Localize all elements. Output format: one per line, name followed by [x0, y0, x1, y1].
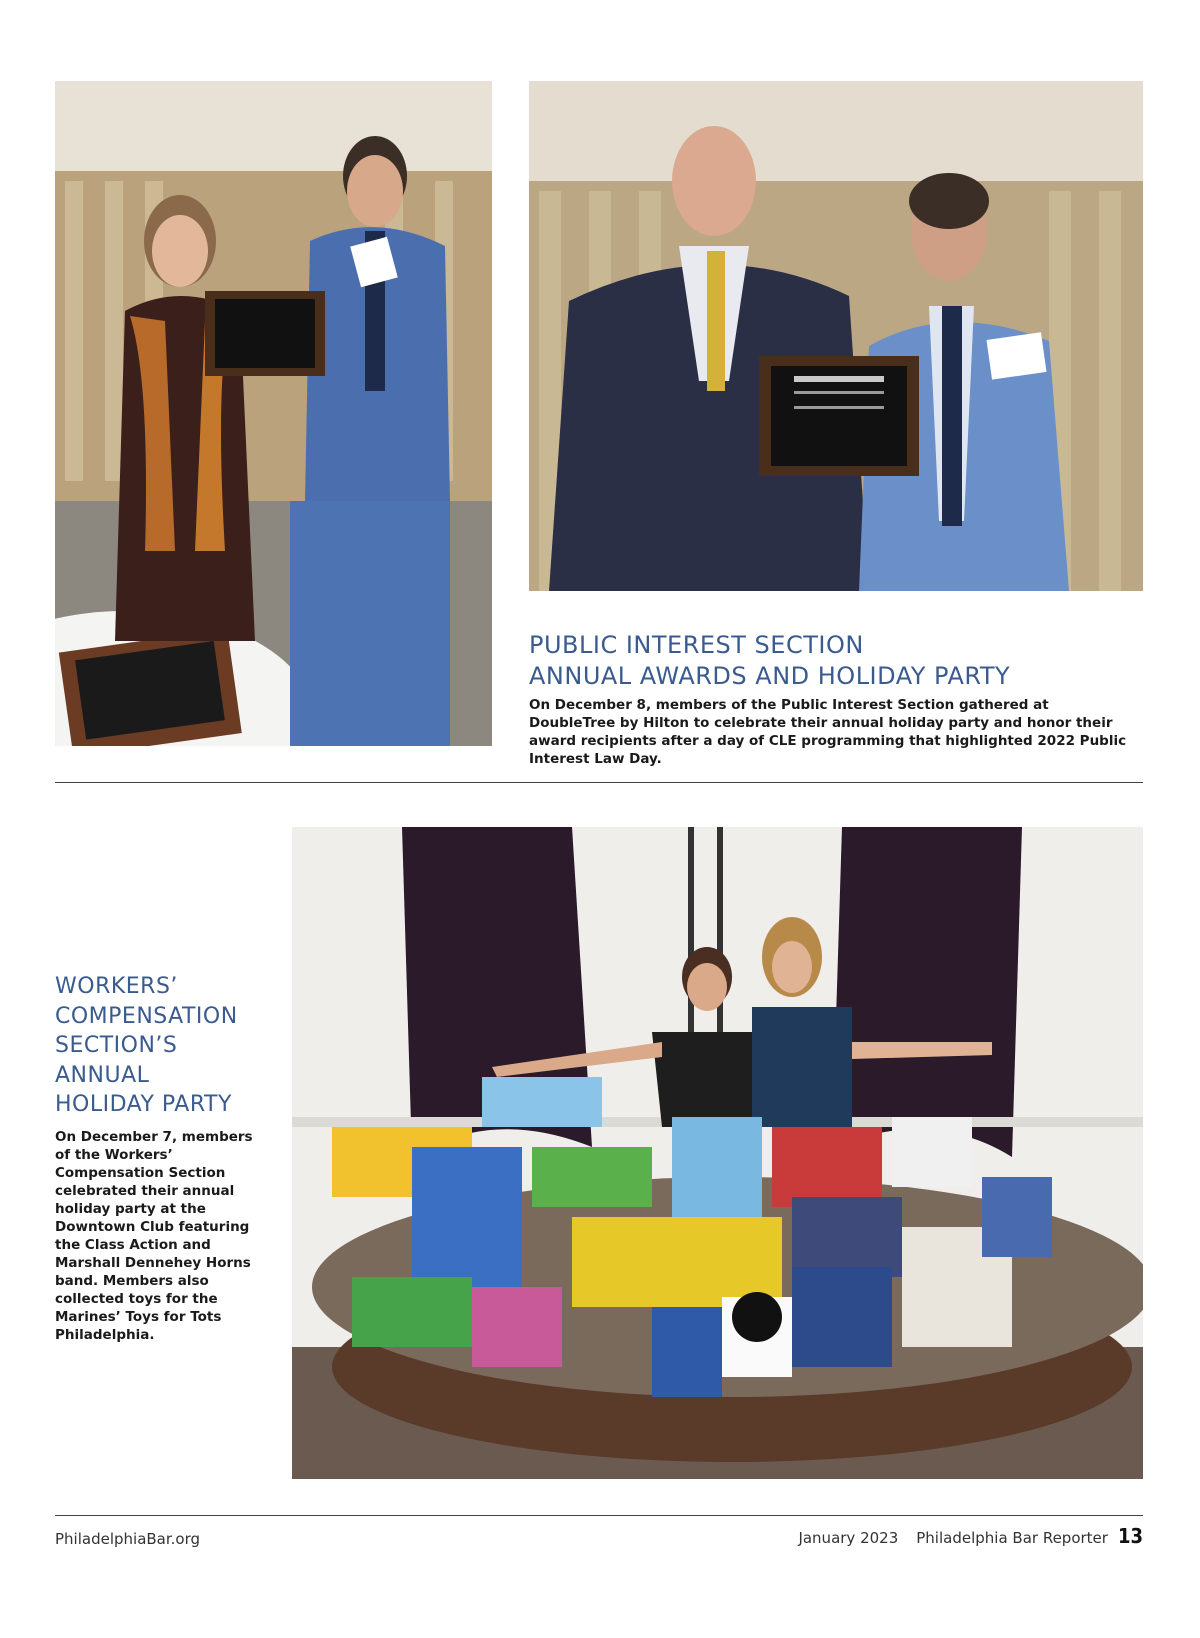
- heading-line: ANNUAL: [55, 1062, 150, 1088]
- heading-line: SECTION’S: [55, 1033, 178, 1058]
- section-body-workers-comp: On December 7, members of the Workers’ Compensation Section celebrated their annual holiday party at the Downtown Club featuring the Class Action and Marshall Dennehey Horns band. Members also collected toys for the Marines’ Toys for Tots Philadelphia.: [55, 1129, 253, 1343]
- section-body-public-interest: On December 8, members of the Public Interest Section gathered at DoubleTree by Hilton to celebrate their annual holiday party and honor their award recipients after a day of CLE programming that highlighted 2022 Public Interest Law Day.: [529, 697, 1127, 767]
- page-number: 13: [1117, 1524, 1143, 1548]
- footer-divider: [55, 1515, 1143, 1516]
- heading-line: ANNUAL AWARDS AND HOLIDAY PARTY: [529, 662, 1011, 690]
- photo-toy-drive: [292, 827, 1143, 1479]
- footer-date: January 2023: [798, 1529, 899, 1547]
- heading-line: PUBLIC INTEREST SECTION: [529, 631, 864, 659]
- heading-line: WORKERS’: [55, 974, 178, 999]
- footer-publication: Philadelphia Bar Reporter: [916, 1529, 1108, 1547]
- footer-website: PhiladelphiaBar.org: [55, 1530, 201, 1548]
- heading-line: COMPENSATION: [55, 1003, 238, 1029]
- photo-award-presentation-left: [55, 81, 492, 746]
- photo-award-presentation-right: [529, 81, 1143, 591]
- heading-line: HOLIDAY PARTY: [55, 1092, 232, 1117]
- section-heading-workers-comp: [55, 972, 238, 1120]
- section-divider: [55, 782, 1143, 783]
- section-heading-public-interest: [529, 630, 1010, 692]
- footer-publication-info: [798, 1524, 1143, 1548]
